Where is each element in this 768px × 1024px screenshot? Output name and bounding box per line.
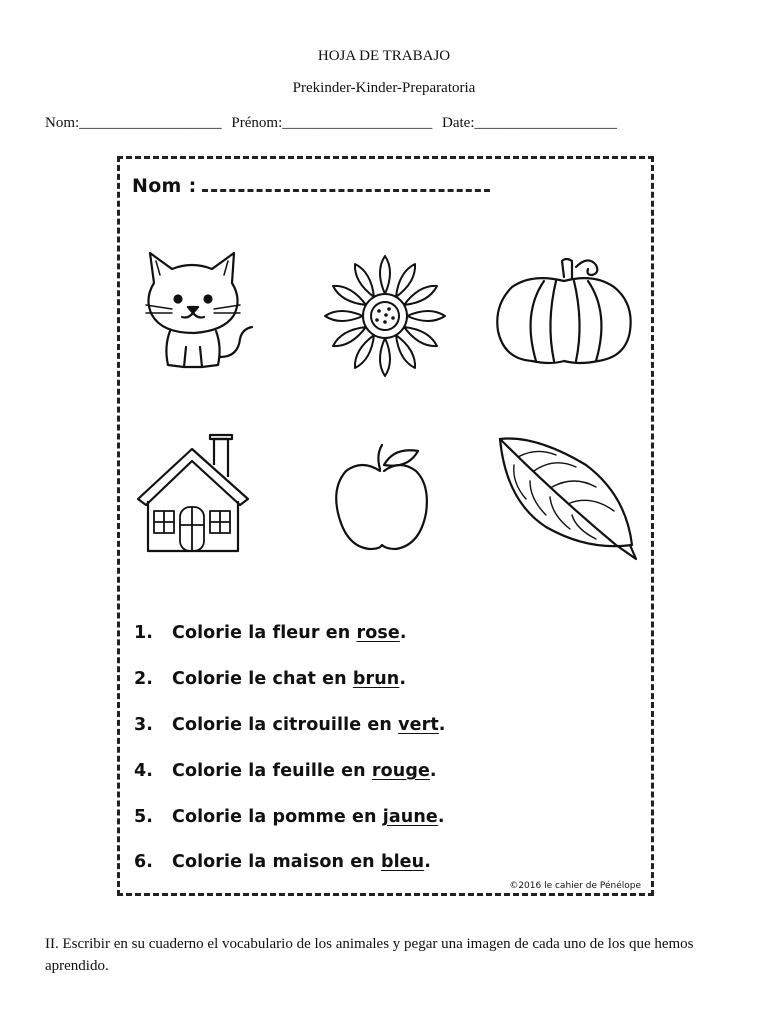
instruction-text: Colorie la maison en (172, 852, 381, 872)
instruction-text: Colorie la feuille en (172, 761, 372, 781)
instruction-period: . (429, 761, 437, 781)
instruction-period: . (438, 715, 446, 735)
instruction-number: 2. (134, 669, 154, 689)
instruction-text: Colorie la pomme en (172, 807, 383, 827)
leaf-picture (496, 435, 641, 565)
instruction-period: . (399, 669, 407, 689)
instruction-6 (134, 852, 431, 872)
instruction-color: brun (352, 669, 400, 689)
house-picture (134, 433, 252, 558)
instruction-period: . (424, 852, 431, 872)
prenom-field: Prénom:____________________ (231, 115, 433, 131)
instruction-5 (134, 807, 445, 827)
apple-picture (332, 443, 432, 555)
cat-picture (140, 247, 255, 377)
instruction-period: . (399, 623, 407, 643)
instruction-color: rose (356, 623, 400, 643)
instruction-color: rouge (371, 761, 430, 781)
date-field: Date:___________________ (442, 115, 617, 131)
instruction-3 (134, 715, 446, 735)
sunflower-picture (320, 251, 450, 381)
instruction-text: Colorie la fleur en (172, 623, 357, 643)
instruction-number: 6. (134, 852, 154, 872)
instruction-period: . (437, 807, 445, 827)
instruction-1 (134, 623, 407, 643)
page-subtitle: Prekinder-Kinder-Preparatoria (292, 80, 476, 96)
instruction-text: Colorie la citrouille en (172, 715, 399, 735)
instruction-2 (134, 669, 406, 689)
worksheet-frame (117, 156, 654, 896)
worksheet-name-label: Nom : (132, 175, 197, 197)
instruction-4 (134, 761, 437, 781)
copyright-text: ©2016 le cahier de Pénélope (509, 881, 641, 891)
instruction-color: bleu (380, 852, 425, 872)
instruction-number: 3. (134, 715, 154, 735)
instruction-number: 5. (134, 807, 154, 827)
instruction-number: 4. (134, 761, 154, 781)
nom-field: Nom:___________________ (45, 115, 222, 131)
page-title: HOJA DE TRABAJO (317, 48, 451, 64)
instruction-number: 1. (134, 623, 154, 643)
instruction-color: vert (398, 715, 439, 735)
section-ii-instructions: II. Escribir en su cuaderno el vocabulario de los animales y pegar una imagen de cada uno de los que hemos aprendido. (45, 936, 694, 974)
instruction-text: Colorie le chat en (172, 669, 353, 689)
pumpkin-picture (492, 253, 637, 373)
worksheet-name-row (132, 175, 490, 197)
student-info-line (45, 115, 617, 132)
name-blank-line (202, 177, 490, 192)
instruction-color: jaune (382, 807, 438, 827)
